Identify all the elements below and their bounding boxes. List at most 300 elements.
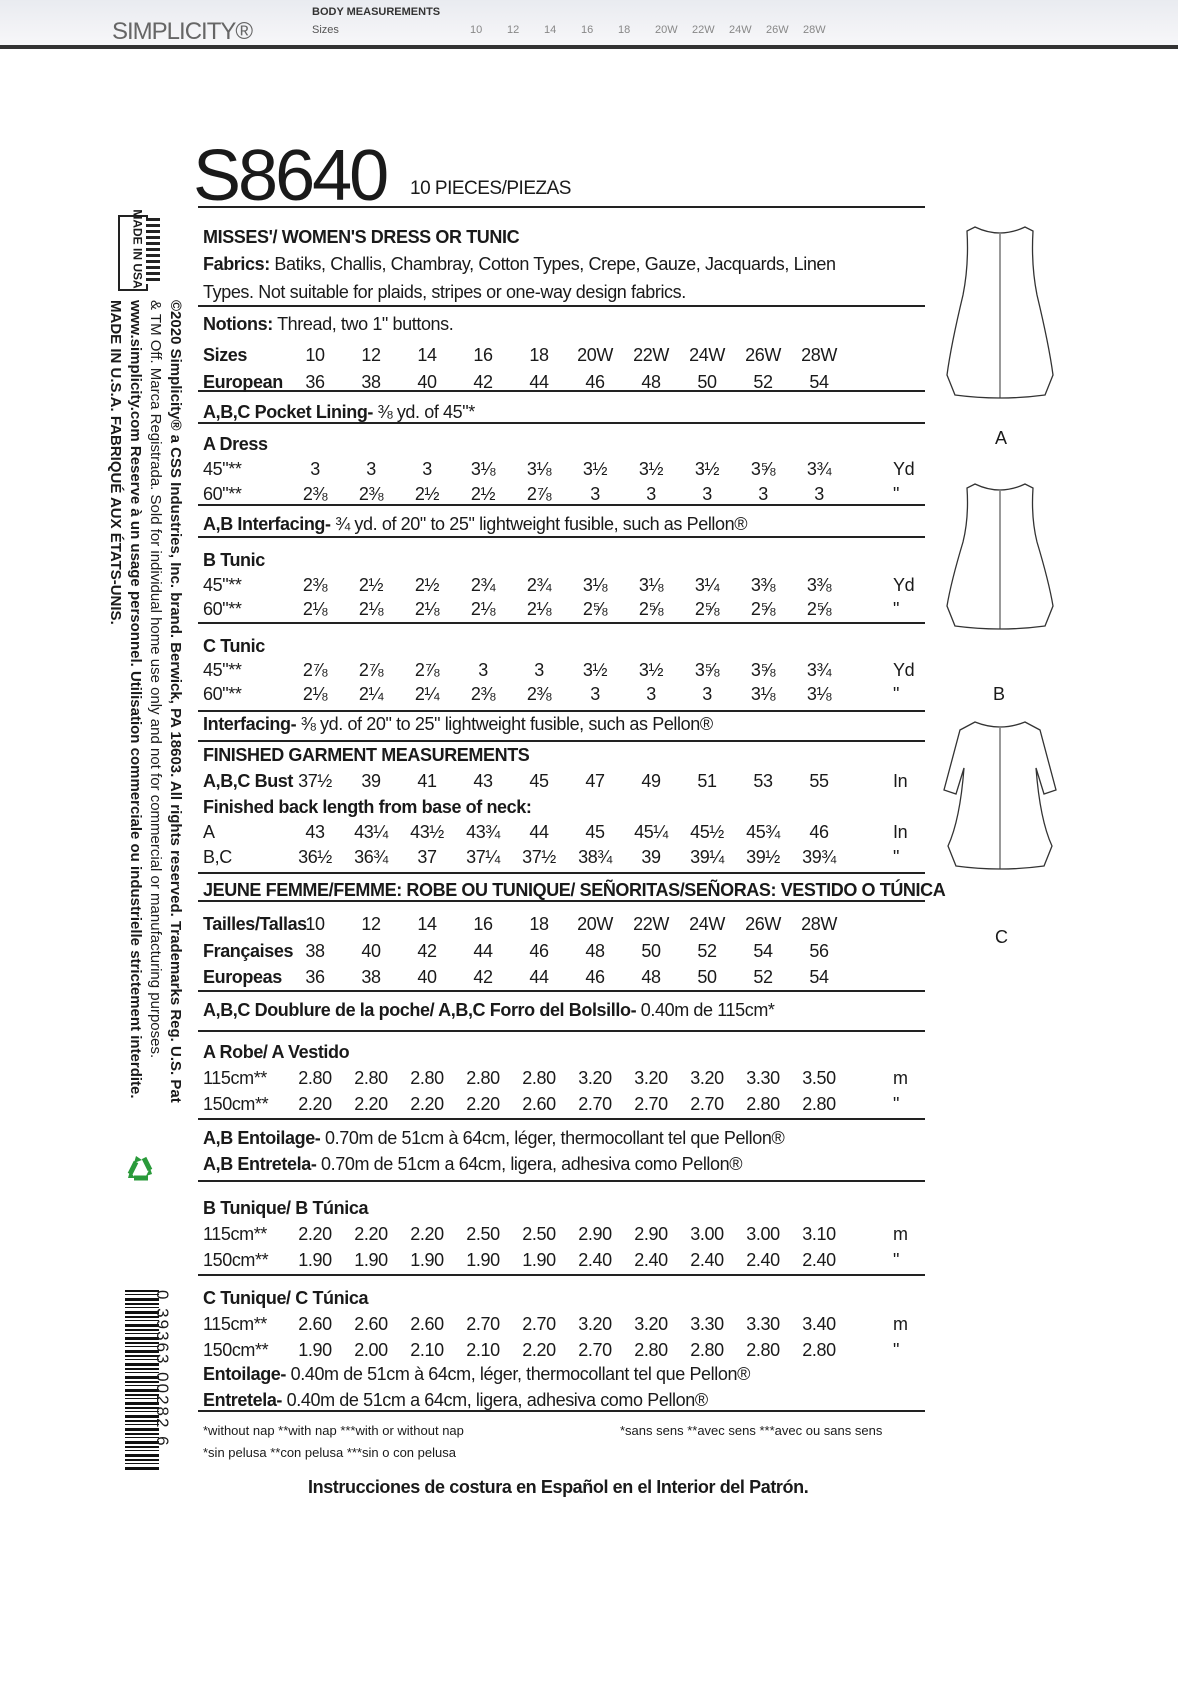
body-size: 24W — [729, 24, 752, 36]
detail-text: Thread, two 1" buttons. — [272, 314, 454, 334]
value-cell: 14 — [417, 345, 437, 365]
yardage-row — [203, 597, 923, 623]
unit-label: m — [893, 1314, 908, 1334]
value-cell: 3½ — [694, 459, 720, 479]
note-row — [203, 712, 923, 738]
value-cell: 3.20 — [634, 1068, 668, 1088]
value-cell: 2¼ — [414, 684, 440, 704]
value-cell: 3⅝ — [750, 660, 776, 680]
value-cell: 3½ — [638, 459, 664, 479]
view-c-illustration — [940, 720, 1060, 870]
value-cell: 18 — [529, 345, 549, 365]
row-label — [203, 1340, 268, 1361]
row-label — [203, 459, 241, 480]
value-cell: 2⅛ — [526, 599, 552, 619]
value-cell: 2½ — [358, 575, 384, 595]
value-cell: 39¾ — [802, 847, 836, 867]
value-cell: 37 — [417, 847, 437, 867]
value-cell: 1.90 — [298, 1340, 332, 1360]
value-cell: 2.20 — [354, 1094, 388, 1114]
value-cell: 2.20 — [354, 1224, 388, 1244]
value-cell: 3 — [814, 484, 824, 504]
value-cell: 46 — [585, 967, 605, 987]
value-cell: 22W — [633, 345, 669, 365]
yardage-row — [203, 939, 923, 965]
row-label — [203, 1198, 368, 1219]
value-cell: 44 — [473, 941, 493, 961]
row-label — [203, 745, 529, 766]
value-cell: 45¼ — [634, 822, 668, 842]
value-cell: 1.90 — [466, 1250, 500, 1270]
value-cell: 53 — [753, 771, 773, 791]
label-text: A — [203, 822, 215, 842]
label-text: JEUNE FEMME/FEMME: ROBE OU TUNIQUE/ SEÑORITAS/SEÑORAS: VESTIDO O TÚNICA — [203, 880, 946, 900]
value-cell: 2⅞ — [414, 660, 440, 680]
row-label — [203, 880, 945, 901]
yardage-row — [203, 769, 923, 795]
value-cell: 2⅜ — [302, 484, 328, 504]
value-cell: 47 — [585, 771, 605, 791]
value-cell: 2.80 — [634, 1340, 668, 1360]
value-cell: 2⅛ — [302, 599, 328, 619]
row-label — [203, 372, 283, 393]
value-cell: 3 — [646, 484, 656, 504]
rule-line — [198, 740, 925, 742]
value-cell: 3 — [702, 684, 712, 704]
value-cell: 2.60 — [298, 1314, 332, 1334]
value-cell: 3 — [366, 459, 376, 479]
value-cell: 2⅝ — [694, 599, 720, 619]
value-cell: 3 — [534, 660, 544, 680]
rule-line — [198, 1274, 925, 1276]
copyright-line: ©2020 Simplicity® a CSS Industries, Inc. brand. Berwick, PA 18603. All rights reserved. Trademarks Reg. U.S. Pat — [167, 300, 184, 1103]
value-cell: 45½ — [690, 822, 724, 842]
value-cell: 46 — [809, 822, 829, 842]
value-cell: 50 — [697, 372, 717, 392]
value-cell: 20W — [577, 345, 613, 365]
label-text: 60"** — [203, 684, 242, 704]
value-cell: 2.70 — [522, 1314, 556, 1334]
value-cell: 40 — [417, 967, 437, 987]
row-label — [203, 1390, 708, 1411]
value-cell: 3⅛ — [470, 459, 496, 479]
row-label — [203, 254, 836, 275]
value-cell: 3.50 — [802, 1068, 836, 1088]
value-cell: 24W — [689, 914, 725, 934]
value-cell: 36 — [305, 372, 325, 392]
label-text: 45"** — [203, 660, 242, 680]
view-label: A — [995, 428, 1008, 448]
row-label — [203, 402, 475, 423]
detail-text: ⅜ yd. of 45"* — [373, 402, 475, 422]
yardage-row — [203, 820, 923, 846]
note-row — [203, 998, 923, 1024]
label-text: C Tunic — [203, 636, 265, 656]
section-heading — [203, 225, 923, 251]
view-a-illustration — [945, 225, 1055, 400]
value-cell: 2.20 — [466, 1094, 500, 1114]
value-cell: 44 — [529, 967, 549, 987]
label-text: A,B Entretela- — [203, 1154, 317, 1174]
label-text: C Tunique/ C Túnica — [203, 1288, 369, 1308]
value-cell: 49 — [641, 771, 661, 791]
body-size: 22W — [692, 24, 715, 36]
value-cell: 39 — [641, 847, 661, 867]
value-cell: 39½ — [746, 847, 780, 867]
value-cell: 3⅛ — [638, 575, 664, 595]
piece-count: 10 PIECES/PIEZAS — [410, 178, 571, 199]
value-cell: 39¼ — [690, 847, 724, 867]
label-text: Françaises — [203, 941, 294, 961]
footnote-es: *sin pelusa **con pelusa ***sin o con pelusa — [203, 1445, 456, 1460]
section-heading — [203, 795, 923, 821]
value-cell: 2½ — [414, 575, 440, 595]
label-text: Finished back length from base of neck: — [203, 797, 532, 817]
section-heading — [203, 1286, 923, 1312]
value-cell: 2⅜ — [526, 684, 552, 704]
label-text: MISSES'/ WOMEN'S DRESS OR TUNIC — [203, 227, 520, 247]
unit-label: " — [893, 599, 899, 619]
value-cell: 2.60 — [354, 1314, 388, 1334]
value-cell: 2.80 — [746, 1094, 780, 1114]
rule-line — [198, 1118, 925, 1120]
value-cell: 45 — [529, 771, 549, 791]
value-cell: 3.20 — [578, 1314, 612, 1334]
value-cell: 12 — [361, 345, 381, 365]
label-text: 115cm** — [203, 1068, 267, 1088]
value-cell: 2.20 — [522, 1340, 556, 1360]
row-label — [203, 822, 215, 843]
label-text: A,B,C Pocket Lining- — [203, 402, 374, 422]
row-label — [203, 1288, 368, 1309]
unit-label: In — [893, 822, 908, 842]
value-cell: 36½ — [298, 847, 332, 867]
row-label — [203, 1250, 268, 1271]
value-cell: 36¾ — [354, 847, 388, 867]
value-cell: 3⅛ — [582, 575, 608, 595]
yardage-row — [203, 1248, 923, 1274]
value-cell: 18 — [529, 914, 549, 934]
yardage-row — [203, 1092, 923, 1118]
value-cell: 51 — [697, 771, 717, 791]
value-cell: 38 — [361, 967, 381, 987]
section-heading — [203, 1040, 923, 1066]
value-cell: 2⅜ — [470, 684, 496, 704]
footnote-fr: *sans sens **avec sens ***avec ou sans sens — [620, 1423, 883, 1438]
unit-label: " — [893, 1250, 899, 1270]
yardage-row — [203, 658, 923, 684]
row-label — [203, 714, 713, 735]
value-cell: 2¾ — [526, 575, 552, 595]
sizes-label: Sizes — [312, 24, 339, 36]
label-text: Tailles/Tallas — [203, 914, 307, 934]
value-cell: 3.40 — [802, 1314, 836, 1334]
note-row — [203, 312, 923, 338]
yardage-row — [203, 1222, 923, 1248]
value-cell: 52 — [697, 941, 717, 961]
value-cell: 3 — [646, 684, 656, 704]
row-label — [203, 345, 247, 366]
value-cell: 2⅝ — [750, 599, 776, 619]
label-text: Entoilage- — [203, 1364, 287, 1384]
value-cell: 2.80 — [746, 1340, 780, 1360]
value-cell: 16 — [473, 914, 493, 934]
value-cell: 2⅞ — [302, 660, 328, 680]
value-cell: 3.00 — [746, 1224, 780, 1244]
label-text: European — [203, 372, 283, 392]
value-cell: 2.40 — [746, 1250, 780, 1270]
detail-text: Batiks, Challis, Chambray, Cotton Types, Crepe, Gauze, Jacquards, Linen — [269, 254, 836, 274]
value-cell: 50 — [641, 941, 661, 961]
value-cell: 44 — [529, 372, 549, 392]
row-label — [203, 1314, 267, 1335]
body-size: 20W — [655, 24, 678, 36]
row-label — [203, 1154, 742, 1175]
view-label: B — [993, 684, 1006, 704]
value-cell: 39 — [361, 771, 381, 791]
view-label: C — [995, 927, 1008, 947]
value-cell: 2.90 — [634, 1224, 668, 1244]
value-cell: 3 — [478, 660, 488, 680]
label-text: 150cm** — [203, 1250, 269, 1270]
value-cell: 52 — [753, 372, 773, 392]
value-cell: 37½ — [522, 847, 556, 867]
unit-label: Yd — [893, 459, 915, 479]
value-cell: 2⅛ — [302, 684, 328, 704]
unit-label: " — [893, 1094, 899, 1114]
pattern-number: S8640 — [193, 136, 387, 216]
value-cell: 2⅞ — [358, 660, 384, 680]
value-cell: 2¼ — [358, 684, 384, 704]
value-cell: 42 — [473, 967, 493, 987]
value-cell: 1.90 — [354, 1250, 388, 1270]
section-heading — [203, 548, 923, 574]
unit-label: " — [893, 484, 899, 504]
note-row — [203, 400, 923, 426]
value-cell: 48 — [585, 941, 605, 961]
value-cell: 3⅛ — [806, 684, 832, 704]
value-cell: 43 — [305, 822, 325, 842]
value-cell: 2.10 — [466, 1340, 500, 1360]
label-text: Sizes — [203, 345, 248, 365]
label-text: A Robe/ A Vestido — [203, 1042, 350, 1062]
yardage-row — [203, 370, 923, 396]
section-heading — [203, 634, 923, 660]
value-cell: 24W — [689, 345, 725, 365]
value-cell: 54 — [753, 941, 773, 961]
value-cell: 56 — [809, 941, 829, 961]
label-text: 115cm** — [203, 1314, 267, 1334]
body-size: 12 — [507, 24, 520, 36]
value-cell: 2.80 — [522, 1068, 556, 1088]
value-cell: 3½ — [582, 660, 608, 680]
value-cell: 45¾ — [746, 822, 780, 842]
unit-label: In — [893, 771, 908, 791]
copyright-line: www.simplicity.com Reserve à un usage personnel. Utilisation commerciale ou industrielle strictement interdite. — [127, 300, 144, 1099]
body-size: 14 — [544, 24, 557, 36]
row-label — [203, 1224, 267, 1245]
value-cell: 2¾ — [470, 575, 496, 595]
value-cell: 1.90 — [522, 1250, 556, 1270]
value-cell: 2.60 — [410, 1314, 444, 1334]
row-label — [203, 1042, 349, 1063]
value-cell: 16 — [473, 345, 493, 365]
value-cell: 41 — [417, 771, 437, 791]
value-cell: 2.50 — [522, 1224, 556, 1244]
row-label — [203, 941, 293, 962]
row-label — [203, 434, 268, 455]
value-cell: 3⅝ — [750, 459, 776, 479]
note-row — [203, 1362, 923, 1388]
detail-text: 0.70m de 51cm à 64cm, léger, thermocollant tel que Pellon® — [320, 1128, 785, 1148]
value-cell: 45 — [585, 822, 605, 842]
unit-label: " — [893, 1340, 899, 1360]
label-text: 60"** — [203, 599, 242, 619]
value-cell: 48 — [641, 967, 661, 987]
section-heading — [203, 432, 923, 458]
value-cell: 3.20 — [634, 1314, 668, 1334]
brand-logo: SIMPLICITY® — [112, 18, 253, 45]
value-cell: 2.40 — [634, 1250, 668, 1270]
value-cell: 2.40 — [802, 1250, 836, 1270]
yardage-row — [203, 573, 923, 599]
row-label — [203, 227, 519, 248]
yardage-row — [203, 1312, 923, 1338]
row-label — [203, 1068, 267, 1089]
value-cell: 2.20 — [298, 1224, 332, 1244]
value-cell: 2⅛ — [358, 599, 384, 619]
value-cell: 3.30 — [746, 1068, 780, 1088]
value-cell: 2.70 — [578, 1094, 612, 1114]
value-cell: 2.60 — [522, 1094, 556, 1114]
label-text: Notions: — [203, 314, 273, 334]
value-cell: 2⅝ — [582, 599, 608, 619]
row-label — [203, 550, 265, 571]
value-cell: 3 — [702, 484, 712, 504]
view-b-illustration — [945, 482, 1055, 630]
spanish-instructions-note: Instrucciones de costura en Español en el Interior del Patrón. — [308, 1477, 809, 1497]
note-row — [203, 1388, 923, 1414]
value-cell: 1.90 — [410, 1250, 444, 1270]
copyright-line: MADE IN U.S.A. FABRIQUÉ AUX ÉTATS-UNIS. — [107, 300, 124, 625]
value-cell: 2.20 — [410, 1224, 444, 1244]
value-cell: 3⅛ — [526, 459, 552, 479]
label-text: A,B,C Bust — [203, 771, 293, 791]
value-cell: 2.40 — [690, 1250, 724, 1270]
row-label — [203, 797, 531, 818]
row-label — [203, 660, 241, 681]
value-cell: 2.80 — [354, 1068, 388, 1088]
label-text: 45"** — [203, 575, 242, 595]
label-text: Fabrics: — [203, 254, 270, 274]
note-row — [203, 512, 923, 538]
rule-line — [198, 1030, 925, 1032]
row-label — [203, 1000, 775, 1021]
value-cell: 3 — [590, 684, 600, 704]
value-cell: 2.80 — [802, 1094, 836, 1114]
row-label — [203, 282, 686, 303]
value-cell: 3.10 — [802, 1224, 836, 1244]
detail-text: 0.40m de 51cm à 64cm, léger, thermocollant tel que Pellon® — [286, 1364, 750, 1384]
value-cell: 43¼ — [354, 822, 388, 842]
label-text: 150cm** — [203, 1094, 269, 1114]
value-cell: 2⅜ — [302, 575, 328, 595]
body-size: 18 — [618, 24, 631, 36]
label-text: A,B Interfacing- — [203, 514, 331, 534]
value-cell: 42 — [473, 372, 493, 392]
detail-text: ¾ yd. of 20" to 25" lightweight fusible, such as Pellon® — [330, 514, 748, 534]
body-measurements-label: BODY MEASUREMENTS — [312, 6, 441, 18]
value-cell: 20W — [577, 914, 613, 934]
label-text: 115cm** — [203, 1224, 267, 1244]
value-cell: 2.80 — [466, 1068, 500, 1088]
value-cell: 44 — [529, 822, 549, 842]
value-cell: 3.30 — [746, 1314, 780, 1334]
label-text: B,C — [203, 847, 232, 867]
value-cell: 48 — [641, 372, 661, 392]
value-cell: 2⅞ — [526, 484, 552, 504]
value-cell: 1.90 — [298, 1250, 332, 1270]
value-cell: 3¾ — [806, 459, 832, 479]
value-cell: 3⅜ — [806, 575, 832, 595]
unit-label: " — [893, 684, 899, 704]
note-row — [203, 1152, 923, 1178]
value-cell: 2.10 — [410, 1340, 444, 1360]
label-text: 150cm** — [203, 1340, 269, 1360]
value-cell: 26W — [745, 914, 781, 934]
value-cell: 38¾ — [578, 847, 612, 867]
body-size: 10 — [470, 24, 483, 36]
value-cell: 10 — [305, 914, 325, 934]
label-text: FINISHED GARMENT MEASUREMENTS — [203, 745, 530, 765]
yardage-row — [203, 1066, 923, 1092]
unit-label: Yd — [893, 660, 915, 680]
value-cell: 54 — [809, 372, 829, 392]
label-text: A Dress — [203, 434, 268, 454]
row-label — [203, 636, 265, 657]
value-cell: 2.80 — [410, 1068, 444, 1088]
value-cell: 43¾ — [466, 822, 500, 842]
value-cell: 2½ — [470, 484, 496, 504]
body-size: 16 — [581, 24, 594, 36]
value-cell: 2⅝ — [806, 599, 832, 619]
value-cell: 46 — [529, 941, 549, 961]
value-cell: 46 — [585, 372, 605, 392]
detail-text: 0.40m de 115cm* — [636, 1000, 775, 1020]
value-cell: 26W — [745, 345, 781, 365]
value-cell: 2⅜ — [358, 484, 384, 504]
section-heading — [203, 878, 946, 904]
value-cell: 42 — [417, 941, 437, 961]
flag-stripes — [146, 218, 160, 284]
yardage-row — [203, 912, 923, 938]
row-label — [203, 1094, 268, 1115]
label-text: Interfacing- — [203, 714, 297, 734]
row-label — [203, 599, 241, 620]
value-cell: 37¼ — [466, 847, 500, 867]
value-cell: 52 — [753, 967, 773, 987]
value-cell: 3.20 — [690, 1068, 724, 1088]
value-cell: 28W — [801, 345, 837, 365]
value-cell: 3¼ — [694, 575, 720, 595]
label-text: Entretela- — [203, 1390, 283, 1410]
value-cell: 3⅛ — [750, 684, 776, 704]
yardage-row — [203, 965, 923, 991]
value-cell: 3½ — [638, 660, 664, 680]
note-row — [203, 1126, 923, 1152]
value-cell: 40 — [417, 372, 437, 392]
rule-line — [198, 872, 925, 874]
